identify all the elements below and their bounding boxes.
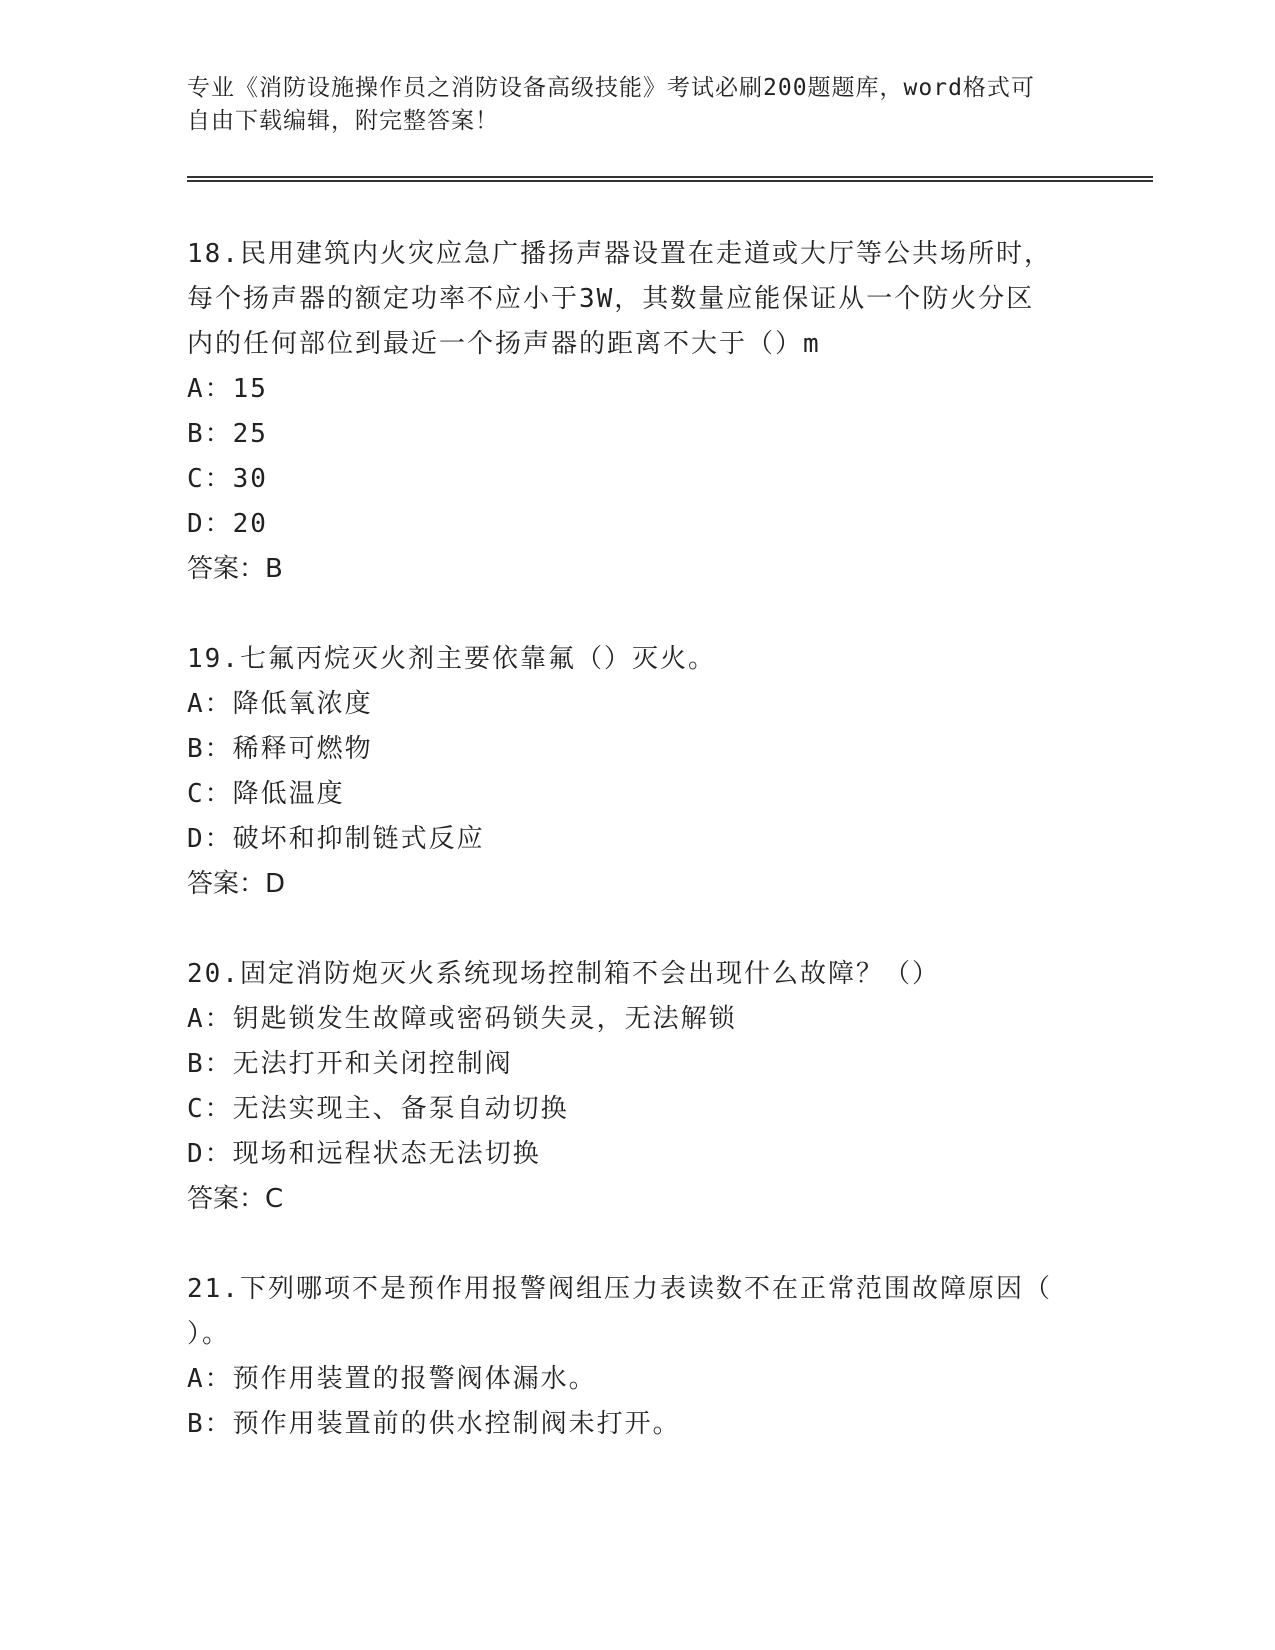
question-stem <box>187 952 1087 997</box>
option-a: A：预作用装置的报警阀体漏水。 <box>187 1364 597 1394</box>
answer: 答案：B <box>187 554 283 584</box>
question-20 <box>187 952 1087 1222</box>
question-stem <box>187 1267 1087 1357</box>
question-gap <box>187 907 1087 952</box>
option-a: A：钥匙锁发生故障或密码锁失灵，无法解锁 <box>187 1004 737 1034</box>
document-header <box>187 72 1067 138</box>
option-c: C：30 <box>187 464 268 494</box>
option-b: B：稀释可燃物 <box>187 734 373 764</box>
option-c: C：降低温度 <box>187 779 345 809</box>
question-gap <box>187 1222 1087 1267</box>
question-18 <box>187 232 1087 592</box>
option-d: D：20 <box>187 509 268 539</box>
stem-line: ）。 <box>187 1319 231 1349</box>
stem-line: 19.七氟丙烷灭火剂主要依靠氟（）灭火。 <box>187 644 716 674</box>
option-c: C：无法实现主、备泵自动切换 <box>187 1094 569 1124</box>
option-b: B：无法打开和关闭控制阀 <box>187 1049 513 1079</box>
question-stem <box>187 637 1087 682</box>
header-line: 专业《消防设施操作员之消防设备高级技能》考试必刷200题题库，word格式可 <box>187 75 1035 101</box>
question-gap <box>187 592 1087 637</box>
header-line: 自由下载编辑，附完整答案！ <box>187 108 499 134</box>
stem-line: 20.固定消防炮灭火系统现场控制箱不会出现什么故障？（） <box>187 959 940 989</box>
answer: 答案：D <box>187 869 286 899</box>
option-d: D：破坏和抑制链式反应 <box>187 824 485 854</box>
option-d: D：现场和远程状态无法切换 <box>187 1139 541 1169</box>
header-divider <box>187 176 1153 182</box>
question-list <box>187 232 1087 1447</box>
option-a: A：15 <box>187 374 268 404</box>
stem-line: 21.下列哪项不是预作用报警阀组压力表读数不在正常范围故障原因（ <box>187 1274 1052 1304</box>
question-19 <box>187 637 1087 907</box>
answer: 答案：C <box>187 1184 284 1214</box>
option-b: B：25 <box>187 419 268 449</box>
stem-line: 内的任何部位到最近一个扬声器的距离不大于（）m <box>187 329 821 359</box>
option-a: A：降低氧浓度 <box>187 689 373 719</box>
question-stem <box>187 232 1087 367</box>
stem-line: 每个扬声器的额定功率不应小于3W，其数量应能保证从一个防火分区 <box>187 284 1035 314</box>
question-21 <box>187 1267 1087 1447</box>
stem-line: 18.民用建筑内火灾应急广播扬声器设置在走道或大厅等公共场所时， <box>187 239 1052 269</box>
option-b: B：预作用装置前的供水控制阀未打开。 <box>187 1409 681 1439</box>
